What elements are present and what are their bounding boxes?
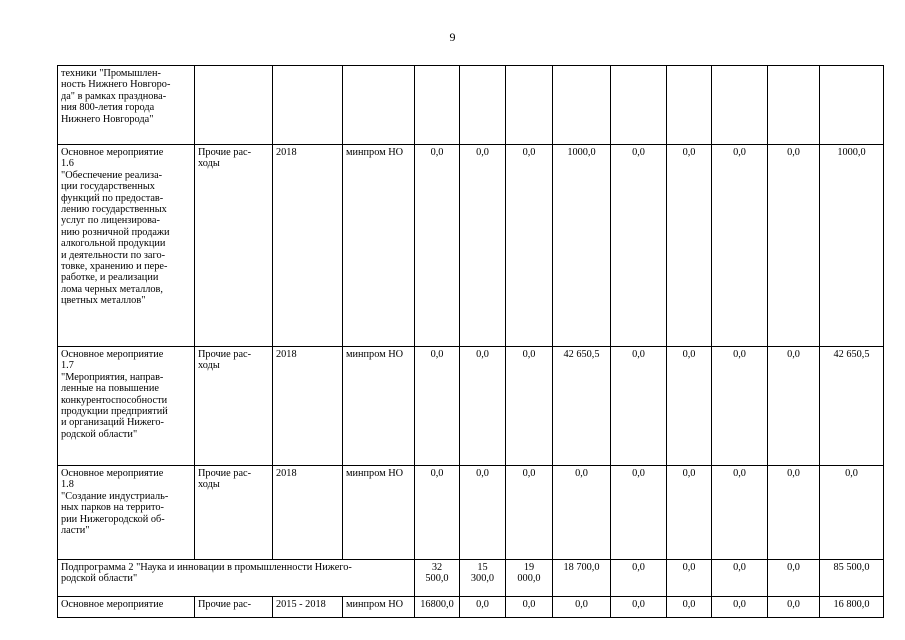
value-cell (712, 66, 768, 145)
value-cell (768, 66, 820, 145)
value-cell: 0,0 (611, 466, 667, 560)
value-cell: 0,0 (712, 466, 768, 560)
table-row (58, 66, 884, 145)
value-cell: 0,0 (415, 145, 460, 347)
value-cell: 0,0 (460, 466, 506, 560)
expense-type-cell (195, 66, 273, 145)
value-cell: 0,0 (712, 145, 768, 347)
value-cell (667, 66, 712, 145)
total-cell (820, 66, 884, 145)
measure-name-cell: Основное мероприятие 1.7 "Мероприятия, направ- ленные на повышение конкурентоспособности продукции предприятий и организаций Нижего- родской области" (58, 347, 195, 466)
value-cell: 0,0 (506, 597, 553, 618)
value-cell (415, 66, 460, 145)
value-cell: 0,0 (415, 466, 460, 560)
value-cell: 0,0 (768, 560, 820, 597)
table-row (58, 145, 884, 347)
expense-type-cell: Прочие рас- (195, 597, 273, 618)
executor-cell: минпром НО (343, 466, 415, 560)
value-cell (611, 66, 667, 145)
value-cell: 0,0 (611, 597, 667, 618)
expense-type-cell: Прочие рас- ходы (195, 145, 273, 347)
value-cell: 0,0 (611, 347, 667, 466)
value-cell (460, 66, 506, 145)
table-row (58, 466, 884, 560)
year-cell (273, 66, 343, 145)
value-cell: 0,0 (667, 145, 712, 347)
total-cell: 1000,0 (820, 145, 884, 347)
value-cell: 0,0 (768, 597, 820, 618)
expense-type-cell: Прочие рас- ходы (195, 347, 273, 466)
value-cell: 42 650,5 (553, 347, 611, 466)
value-cell: 0,0 (460, 145, 506, 347)
value-cell: 0,0 (506, 145, 553, 347)
table-row (58, 597, 884, 618)
subprogram-row (58, 560, 884, 597)
budget-table (57, 65, 884, 618)
value-cell: 19 000,0 (506, 560, 553, 597)
value-cell: 0,0 (667, 597, 712, 618)
value-cell: 0,0 (667, 466, 712, 560)
year-cell: 2018 (273, 347, 343, 466)
measure-name-cell: техники "Промышлен- ность Нижнего Новгоро- да" в рамках празднова- ния 800-летия города Нижнего Новгорода" (58, 66, 195, 145)
value-cell: 0,0 (768, 347, 820, 466)
total-cell: 42 650,5 (820, 347, 884, 466)
page-number: 9 (449, 30, 456, 44)
value-cell: 15 300,0 (460, 560, 506, 597)
value-cell: 0,0 (553, 597, 611, 618)
table-row (58, 347, 884, 466)
value-cell: 0,0 (553, 466, 611, 560)
value-cell: 0,0 (506, 466, 553, 560)
value-cell: 0,0 (712, 347, 768, 466)
value-cell: 0,0 (506, 347, 553, 466)
total-cell: 0,0 (820, 466, 884, 560)
value-cell: 0,0 (712, 597, 768, 618)
subprogram-label: Подпрограмма 2 "Наука и инновации в промышленности Нижего- родской области" (58, 560, 415, 597)
value-cell: 0,0 (768, 466, 820, 560)
executor-cell (343, 66, 415, 145)
value-cell: 18 700,0 (553, 560, 611, 597)
year-cell: 2018 (273, 145, 343, 347)
value-cell: 0,0 (667, 347, 712, 466)
value-cell: 0,0 (611, 145, 667, 347)
year-cell: 2018 (273, 466, 343, 560)
value-cell: 0,0 (415, 347, 460, 466)
executor-cell: минпром НО (343, 145, 415, 347)
measure-name-cell: Основное мероприятие 1.6 "Обеспечение реализа- ции государственных функций по предостав- лению государственных услуг по лицензирова- нию розничной продажи алкогольной продукции и деятельности по заго- товке, хранению и пере- работке, и реализации лома черных металлов, цветных металлов" (58, 145, 195, 347)
value-cell: 32 500,0 (415, 560, 460, 597)
measure-name-cell: Основное мероприятие 1.8 "Создание индустриаль- ных парков на террито- рии Нижегородской об- ласти" (58, 466, 195, 560)
value-cell (553, 66, 611, 145)
value-cell: 0,0 (611, 560, 667, 597)
total-cell: 16 800,0 (820, 597, 884, 618)
value-cell: 0,0 (460, 597, 506, 618)
total-cell: 85 500,0 (820, 560, 884, 597)
value-cell: 0,0 (667, 560, 712, 597)
executor-cell: минпром НО (343, 597, 415, 618)
value-cell: 1000,0 (553, 145, 611, 347)
expense-type-cell: Прочие рас- ходы (195, 466, 273, 560)
value-cell: 0,0 (768, 145, 820, 347)
measure-name-cell: Основное мероприятие (58, 597, 195, 618)
value-cell: 0,0 (712, 560, 768, 597)
executor-cell: минпром НО (343, 347, 415, 466)
value-cell (506, 66, 553, 145)
year-cell: 2015 - 2018 (273, 597, 343, 618)
value-cell: 0,0 (460, 347, 506, 466)
value-cell: 16800,0 (415, 597, 460, 618)
